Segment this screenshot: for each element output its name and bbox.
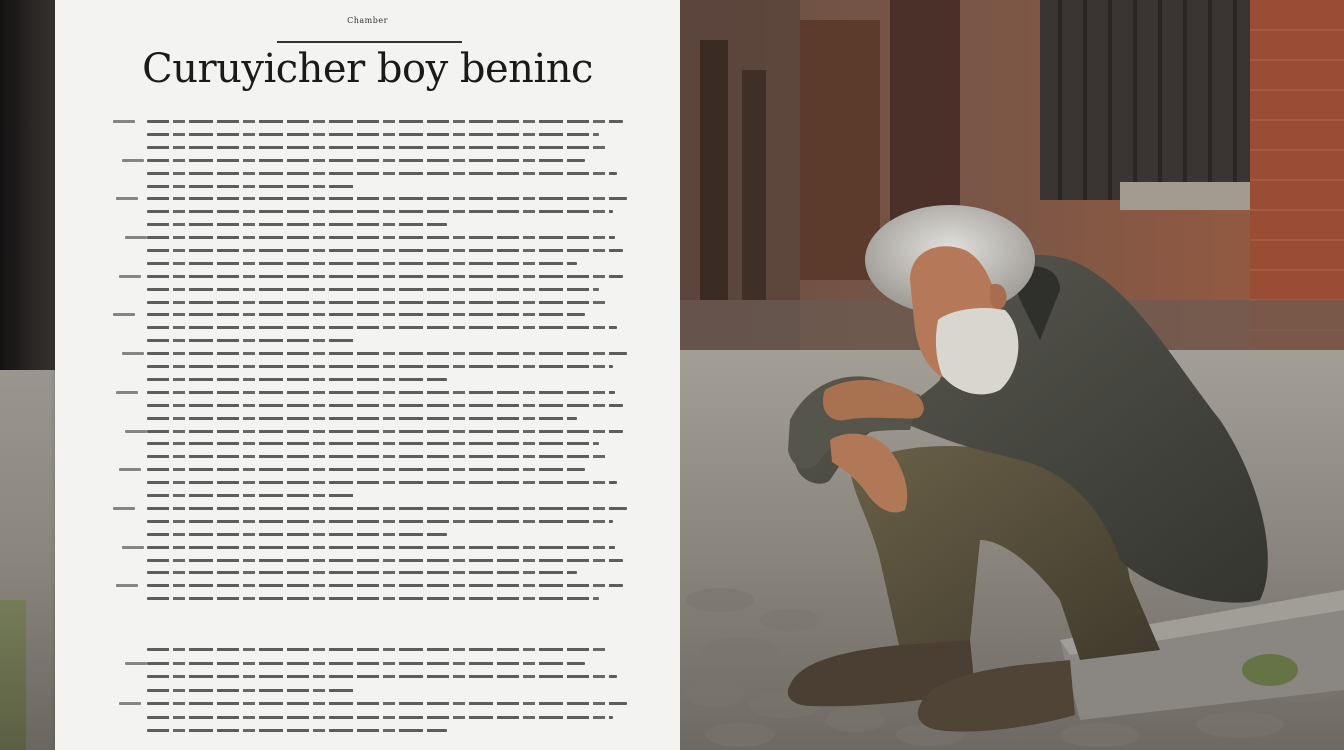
text-line [147, 507, 627, 510]
text-line [147, 716, 613, 719]
text-line [147, 365, 613, 368]
text-line [147, 236, 615, 239]
text-line [147, 729, 447, 732]
margin-mark [116, 584, 138, 587]
barred-window [1040, 0, 1250, 200]
photo-illustration [680, 0, 1344, 750]
window-3 [800, 20, 880, 280]
text-line [147, 301, 609, 304]
text-line [147, 313, 585, 316]
margin-mark [113, 313, 135, 316]
text-line [147, 662, 585, 665]
text-line [147, 648, 609, 651]
text-line [147, 210, 613, 213]
text-line [147, 702, 627, 705]
window-sill [1120, 182, 1255, 210]
text-line [147, 391, 615, 394]
margin-mark [113, 507, 135, 510]
text-line [147, 275, 623, 278]
text-line [147, 262, 577, 265]
text-line [147, 533, 447, 536]
window-2 [742, 70, 766, 300]
text-line [147, 417, 577, 420]
text-line [147, 546, 615, 549]
text-line [147, 185, 357, 188]
text-line [147, 120, 623, 123]
text-line [147, 597, 599, 600]
text-line [147, 288, 599, 291]
text-line [147, 481, 617, 484]
margin-mark [116, 391, 138, 394]
text-line [147, 468, 585, 471]
man-beard [936, 308, 1018, 394]
moss-patch [0, 600, 26, 750]
text-line [147, 559, 623, 562]
document-header: Chamber [347, 16, 388, 25]
margin-mark [119, 275, 141, 278]
margin-mark [122, 352, 144, 355]
text-line [147, 442, 599, 445]
text-line [147, 689, 357, 692]
text-line [147, 404, 623, 407]
text-line [147, 675, 617, 678]
street-photo [680, 0, 1344, 750]
margin-mark [116, 197, 138, 200]
moss-on-curb [1242, 654, 1298, 686]
margin-mark [125, 430, 147, 433]
background-street-left [0, 0, 58, 750]
text-line [147, 146, 609, 149]
document-title: Curuyicher boy beninc [142, 46, 593, 92]
text-line [147, 249, 623, 252]
paper-document [55, 0, 680, 750]
margin-mark [113, 120, 135, 123]
text-line [147, 159, 585, 162]
text-line [147, 430, 623, 433]
text-line [147, 571, 577, 574]
dark-wall [0, 0, 58, 370]
text-line [147, 339, 357, 342]
margin-mark [122, 546, 144, 549]
text-line [147, 223, 447, 226]
margin-mark [119, 468, 141, 471]
text-line [147, 326, 617, 329]
text-line [147, 494, 357, 497]
document-body-text [55, 0, 680, 750]
margin-mark [119, 702, 141, 705]
margin-mark [125, 662, 147, 665]
text-line [147, 378, 447, 381]
margin-mark [122, 159, 144, 162]
text-line [147, 455, 609, 458]
text-line [147, 133, 599, 136]
window-1 [700, 40, 728, 300]
text-line [147, 172, 617, 175]
text-line [147, 352, 627, 355]
text-line [147, 520, 613, 523]
text-line [147, 197, 627, 200]
margin-mark [125, 236, 147, 239]
text-line [147, 584, 623, 587]
